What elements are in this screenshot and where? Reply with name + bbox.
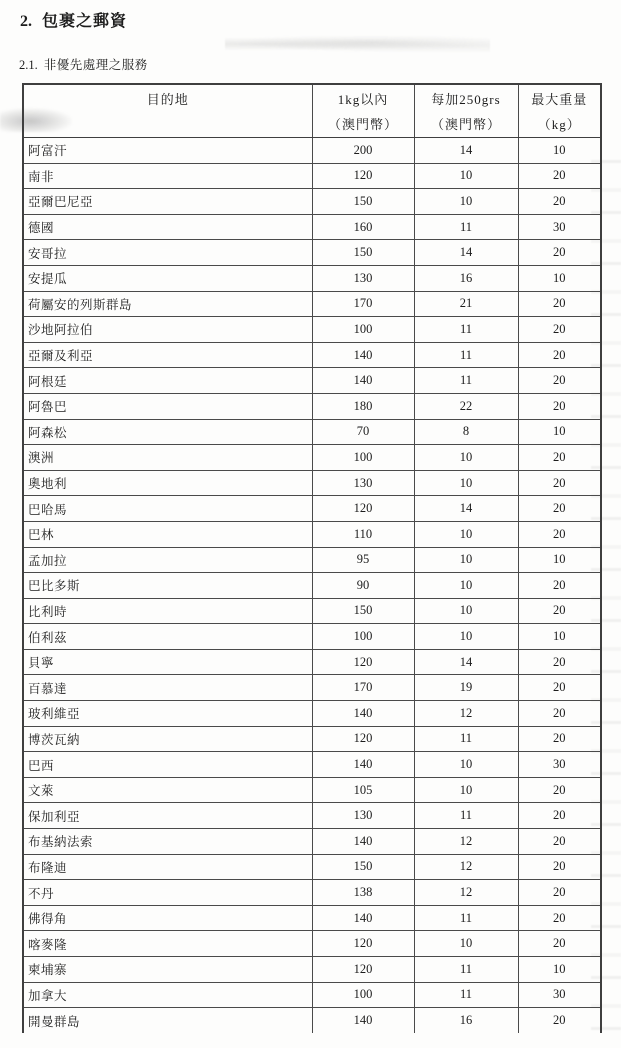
destination-cell: 阿富汗	[23, 138, 312, 164]
first-kg-cell: 180	[312, 393, 414, 419]
max-weight-cell: 20	[518, 342, 601, 368]
max-weight-cell: 20	[518, 521, 601, 547]
max-weight-cell: 10	[518, 265, 601, 291]
first-kg-cell: 140	[312, 701, 414, 727]
first-kg-cell: 150	[312, 189, 414, 215]
table-row	[23, 317, 601, 343]
max-weight-cell: 20	[518, 726, 601, 752]
table-row	[23, 598, 601, 624]
col-header-destination-line1: 目的地	[146, 92, 189, 107]
per-250g-cell: 10	[414, 547, 518, 573]
col-header-max-weight	[518, 84, 601, 138]
max-weight-cell: 20	[518, 1008, 601, 1034]
max-weight-cell: 10	[518, 624, 601, 650]
table-row	[23, 905, 601, 931]
max-weight-cell: 10	[518, 419, 601, 445]
subsection-title	[19, 55, 148, 73]
table-row	[23, 649, 601, 675]
table-row	[23, 777, 601, 803]
first-kg-cell: 170	[312, 675, 414, 701]
destination-cell: 南非	[23, 163, 312, 189]
max-weight-cell: 30	[518, 214, 601, 240]
max-weight-cell: 20	[518, 317, 601, 343]
table-row	[23, 982, 601, 1008]
destination-cell: 安哥拉	[23, 240, 312, 266]
first-kg-cell: 90	[312, 573, 414, 599]
max-weight-cell: 20	[518, 163, 601, 189]
table-row	[23, 573, 601, 599]
destination-cell: 沙地阿拉伯	[23, 317, 312, 343]
first-kg-cell: 160	[312, 214, 414, 240]
first-kg-cell: 70	[312, 419, 414, 445]
col-header-destination-line2	[24, 112, 312, 137]
per-250g-cell: 16	[414, 1008, 518, 1034]
max-weight-cell: 20	[518, 240, 601, 266]
first-kg-cell: 150	[312, 854, 414, 880]
section-title	[20, 8, 127, 31]
first-kg-cell: 120	[312, 931, 414, 957]
table-row	[23, 701, 601, 727]
max-weight-cell: 20	[518, 393, 601, 419]
first-kg-cell: 150	[312, 598, 414, 624]
destination-cell: 巴比多斯	[23, 573, 312, 599]
table-row	[23, 240, 601, 266]
destination-cell: 布基納法索	[23, 829, 312, 855]
max-weight-cell: 10	[518, 957, 601, 983]
section-number: 2.	[20, 13, 32, 30]
destination-cell: 安提瓜	[23, 265, 312, 291]
per-250g-cell: 11	[414, 957, 518, 983]
per-250g-cell: 10	[414, 573, 518, 599]
per-250g-cell: 10	[414, 470, 518, 496]
first-kg-cell: 200	[312, 138, 414, 164]
destination-cell: 喀麥隆	[23, 931, 312, 957]
destination-cell: 荷屬安的列斯群島	[23, 291, 312, 317]
parcel-rates-table	[22, 83, 602, 1033]
table-row	[23, 752, 601, 778]
first-kg-cell: 120	[312, 957, 414, 983]
per-250g-cell: 14	[414, 240, 518, 266]
table-row	[23, 265, 601, 291]
table-row	[23, 957, 601, 983]
destination-cell: 加拿大	[23, 982, 312, 1008]
destination-cell: 巴西	[23, 752, 312, 778]
per-250g-cell: 11	[414, 342, 518, 368]
col-header-first-kg-line1: 1kg以內	[337, 92, 389, 107]
table-row	[23, 829, 601, 855]
destination-cell: 比利時	[23, 598, 312, 624]
destination-cell: 玻利維亞	[23, 701, 312, 727]
max-weight-cell: 20	[518, 803, 601, 829]
col-header-max-weight-line1: 最大重量	[531, 92, 588, 107]
per-250g-cell: 11	[414, 368, 518, 394]
per-250g-cell: 12	[414, 701, 518, 727]
per-250g-cell: 8	[414, 419, 518, 445]
table-row	[23, 675, 601, 701]
destination-cell: 巴林	[23, 521, 312, 547]
per-250g-cell: 11	[414, 803, 518, 829]
table-row	[23, 163, 601, 189]
destination-cell: 德國	[23, 214, 312, 240]
table-row	[23, 880, 601, 906]
subsection-title-text: 非優先處理之服務	[43, 58, 148, 72]
max-weight-cell: 20	[518, 598, 601, 624]
destination-cell: 亞爾巴尼亞	[23, 189, 312, 215]
per-250g-cell: 14	[414, 138, 518, 164]
first-kg-cell: 100	[312, 445, 414, 471]
per-250g-cell: 12	[414, 880, 518, 906]
max-weight-cell: 20	[518, 496, 601, 522]
per-250g-cell: 10	[414, 931, 518, 957]
first-kg-cell: 130	[312, 470, 414, 496]
first-kg-cell: 140	[312, 752, 414, 778]
col-header-per-250g	[414, 84, 518, 138]
table-row	[23, 342, 601, 368]
per-250g-cell: 14	[414, 649, 518, 675]
max-weight-cell: 30	[518, 752, 601, 778]
table-row	[23, 419, 601, 445]
table-row	[23, 1008, 601, 1034]
table-row	[23, 291, 601, 317]
per-250g-cell: 19	[414, 675, 518, 701]
table-row	[23, 547, 601, 573]
destination-cell: 文萊	[23, 777, 312, 803]
table-row	[23, 496, 601, 522]
max-weight-cell: 20	[518, 573, 601, 599]
first-kg-cell: 100	[312, 317, 414, 343]
first-kg-cell: 130	[312, 265, 414, 291]
destination-cell: 百慕達	[23, 675, 312, 701]
destination-cell: 開曼群島	[23, 1008, 312, 1034]
destination-cell: 佛得角	[23, 905, 312, 931]
destination-cell: 阿森松	[23, 419, 312, 445]
section-title-text: 包裹之郵資	[42, 13, 128, 30]
destination-cell: 博茨瓦納	[23, 726, 312, 752]
subsection-number: 2.1.	[19, 58, 38, 72]
col-header-destination	[23, 84, 312, 138]
col-header-first-kg-line2: （澳門幣）	[327, 117, 398, 132]
per-250g-cell: 11	[414, 726, 518, 752]
first-kg-cell: 110	[312, 521, 414, 547]
per-250g-cell: 10	[414, 598, 518, 624]
table-row	[23, 521, 601, 547]
max-weight-cell: 20	[518, 649, 601, 675]
per-250g-cell: 16	[414, 265, 518, 291]
max-weight-cell: 20	[518, 880, 601, 906]
destination-cell: 澳洲	[23, 445, 312, 471]
header-row	[23, 84, 601, 138]
first-kg-cell: 105	[312, 777, 414, 803]
table-row	[23, 368, 601, 394]
destination-cell: 布隆迪	[23, 854, 312, 880]
first-kg-cell: 140	[312, 905, 414, 931]
per-250g-cell: 10	[414, 752, 518, 778]
per-250g-cell: 11	[414, 982, 518, 1008]
max-weight-cell: 20	[518, 291, 601, 317]
first-kg-cell: 140	[312, 1008, 414, 1034]
max-weight-cell: 10	[518, 547, 601, 573]
first-kg-cell: 138	[312, 880, 414, 906]
destination-cell: 阿魯巴	[23, 393, 312, 419]
first-kg-cell: 120	[312, 163, 414, 189]
destination-cell: 亞爾及利亞	[23, 342, 312, 368]
destination-cell: 巴哈馬	[23, 496, 312, 522]
table-row	[23, 214, 601, 240]
table-row	[23, 931, 601, 957]
max-weight-cell: 20	[518, 675, 601, 701]
scan-artifact-top	[225, 36, 490, 52]
destination-cell: 伯利茲	[23, 624, 312, 650]
max-weight-cell: 20	[518, 701, 601, 727]
max-weight-cell: 20	[518, 189, 601, 215]
per-250g-cell: 10	[414, 189, 518, 215]
per-250g-cell: 10	[414, 445, 518, 471]
first-kg-cell: 120	[312, 649, 414, 675]
first-kg-cell: 100	[312, 982, 414, 1008]
first-kg-cell: 95	[312, 547, 414, 573]
first-kg-cell: 150	[312, 240, 414, 266]
first-kg-cell: 130	[312, 803, 414, 829]
table-row	[23, 445, 601, 471]
max-weight-cell: 20	[518, 854, 601, 880]
table-row	[23, 470, 601, 496]
table-row	[23, 803, 601, 829]
per-250g-cell: 11	[414, 214, 518, 240]
max-weight-cell: 20	[518, 368, 601, 394]
table-row	[23, 854, 601, 880]
col-header-per-250g-line1: 每加250grs	[431, 92, 501, 107]
per-250g-cell: 10	[414, 163, 518, 189]
max-weight-cell: 20	[518, 931, 601, 957]
first-kg-cell: 170	[312, 291, 414, 317]
max-weight-cell: 20	[518, 777, 601, 803]
per-250g-cell: 10	[414, 521, 518, 547]
max-weight-cell: 10	[518, 138, 601, 164]
destination-cell: 阿根廷	[23, 368, 312, 394]
per-250g-cell: 22	[414, 393, 518, 419]
destination-cell: 貝寧	[23, 649, 312, 675]
table-row	[23, 393, 601, 419]
first-kg-cell: 140	[312, 342, 414, 368]
first-kg-cell: 140	[312, 829, 414, 855]
per-250g-cell: 11	[414, 317, 518, 343]
max-weight-cell: 20	[518, 905, 601, 931]
max-weight-cell: 20	[518, 470, 601, 496]
table-row	[23, 189, 601, 215]
max-weight-cell: 20	[518, 829, 601, 855]
per-250g-cell: 12	[414, 829, 518, 855]
destination-cell: 保加利亞	[23, 803, 312, 829]
per-250g-cell: 10	[414, 624, 518, 650]
destination-cell: 奧地利	[23, 470, 312, 496]
max-weight-cell: 30	[518, 982, 601, 1008]
col-header-per-250g-line2: （澳門幣）	[430, 117, 501, 132]
destination-cell: 不丹	[23, 880, 312, 906]
first-kg-cell: 140	[312, 368, 414, 394]
first-kg-cell: 100	[312, 624, 414, 650]
per-250g-cell: 11	[414, 905, 518, 931]
first-kg-cell: 120	[312, 496, 414, 522]
per-250g-cell: 10	[414, 777, 518, 803]
per-250g-cell: 21	[414, 291, 518, 317]
table-row	[23, 138, 601, 164]
destination-cell: 孟加拉	[23, 547, 312, 573]
table-row	[23, 726, 601, 752]
first-kg-cell: 120	[312, 726, 414, 752]
destination-cell: 柬埔寨	[23, 957, 312, 983]
per-250g-cell: 12	[414, 854, 518, 880]
per-250g-cell: 14	[414, 496, 518, 522]
col-header-max-weight-line2: （kg）	[537, 117, 581, 132]
col-header-first-kg	[312, 84, 414, 138]
table-row	[23, 624, 601, 650]
max-weight-cell: 20	[518, 445, 601, 471]
